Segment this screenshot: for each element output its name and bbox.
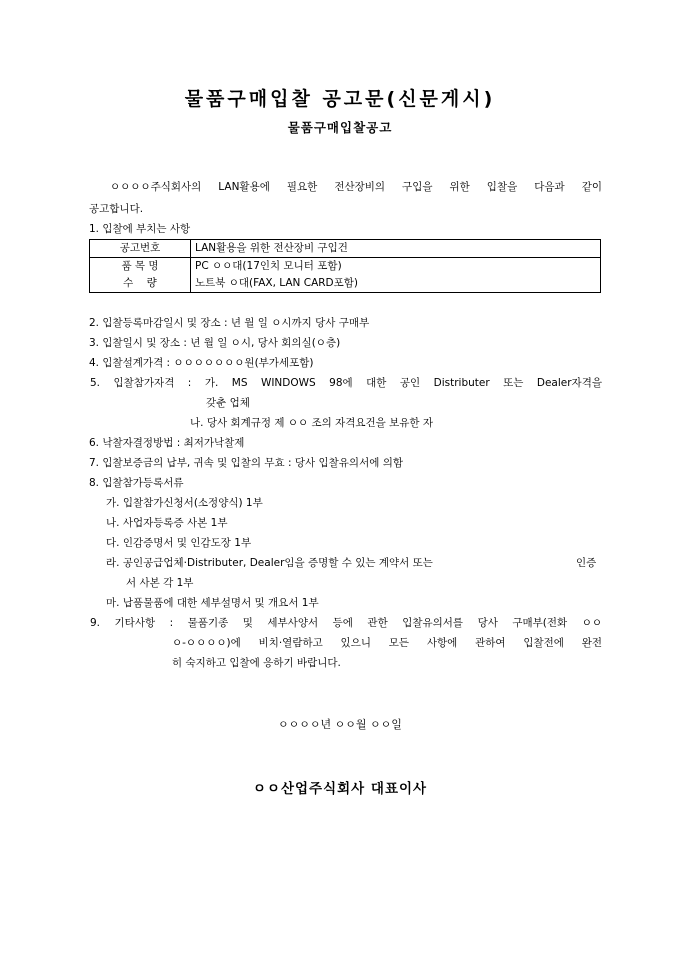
bid-items-table — [89, 239, 601, 293]
item-8-e: 마. 납품물품에 대한 세부설명서 및 개요서 1부 — [106, 597, 319, 609]
intro-line-2: 공고합니다. — [89, 203, 144, 215]
item-8-d-line-1-end: 인증 — [576, 557, 597, 569]
document-subtitle: 물품구매입찰공고 — [287, 120, 393, 135]
table-label-cell: 공고번호 — [90, 240, 191, 258]
item-5-line-2: 갖춘 업체 — [206, 397, 250, 409]
item-2: 2. 입찰등록마감일시 및 장소 : 년 월 일 ㅇ시까지 당사 구매부 — [89, 317, 370, 329]
intro-line-1: ㅇㅇㅇㅇ주식회사의 LAN활용에 필요한 전산장비의 구입을 위한 입찰을 다음과 같이 — [110, 181, 602, 193]
item-9-line-2: ㅇ-ㅇㅇㅇㅇ)에 비치·열람하고 있으니 모든 사항에 관하여 입찰전에 완전 — [172, 637, 602, 649]
item-5-line-3: 나. 당사 회계규정 제 ㅇㅇ 조의 자격요건을 보유한 자 — [190, 417, 434, 429]
item-8-d-line-1: 라. 공인공급업체·Distributer, Dealer임을 증명할 수 있는 계약서 또는 — [106, 557, 433, 569]
table-row — [90, 275, 601, 293]
table-row — [90, 258, 601, 276]
item-6: 6. 낙찰자결정방법 : 최저가낙찰제 — [89, 437, 245, 449]
item-8-b: 나. 사업자등록증 사본 1부 — [106, 517, 228, 529]
item-9-line-1: 9. 기타사항 : 물품기종 및 세부사양서 등에 관한 입찰유의서를 당사 구매부(전화 ㅇㅇ — [90, 617, 602, 629]
item-8-c: 다. 인감증명서 및 인감도장 1부 — [106, 537, 252, 549]
table-label-cell: 수 량 — [90, 275, 191, 293]
item-8-d-line-2: 서 사본 각 1부 — [126, 577, 194, 589]
table-label-cell: 품 목 명 — [90, 258, 191, 276]
item-8-a: 가. 입찰참가신청서(소정양식) 1부 — [106, 497, 263, 509]
item-8-heading: 8. 입찰참가등록서류 — [89, 477, 184, 489]
item-5-line-1: 5. 입찰참가자격 : 가. MS WINDOWS 98에 대한 공인 Distributer 또는 Dealer자격을 — [90, 377, 602, 389]
item-4: 4. 입찰설계가격 : ㅇㅇㅇㅇㅇㅇㅇ원(부가세포함) — [89, 357, 314, 369]
item-9-line-3: 히 숙지하고 입찰에 응하기 바랍니다. — [172, 657, 341, 669]
company-signature: ㅇㅇ산업주식회사 대표이사 — [252, 781, 428, 797]
document-title: 물품구매입찰 공고문(신문게시) — [184, 88, 496, 110]
table-value-cell: LAN활용을 위한 전산장비 구입건 — [191, 240, 601, 258]
table-value-cell: PC ㅇㅇ대(17인치 모니터 포함) — [191, 258, 601, 276]
item-3: 3. 입찰일시 및 장소 : 년 월 일 ㅇ시, 당사 회의실(ㅇ층) — [89, 337, 341, 349]
table-row — [90, 240, 601, 258]
item-7: 7. 입찰보증금의 납부, 귀속 및 입찰의 무효 : 당사 입찰유의서에 의함 — [89, 457, 403, 469]
notice-date: ㅇㅇㅇㅇ년 ㅇㅇ월 ㅇㅇ일 — [278, 718, 402, 731]
table-value-cell: 노트북 ㅇ대(FAX, LAN CARD포함) — [191, 275, 601, 293]
item-1-heading: 1. 입찰에 부치는 사항 — [89, 223, 191, 235]
